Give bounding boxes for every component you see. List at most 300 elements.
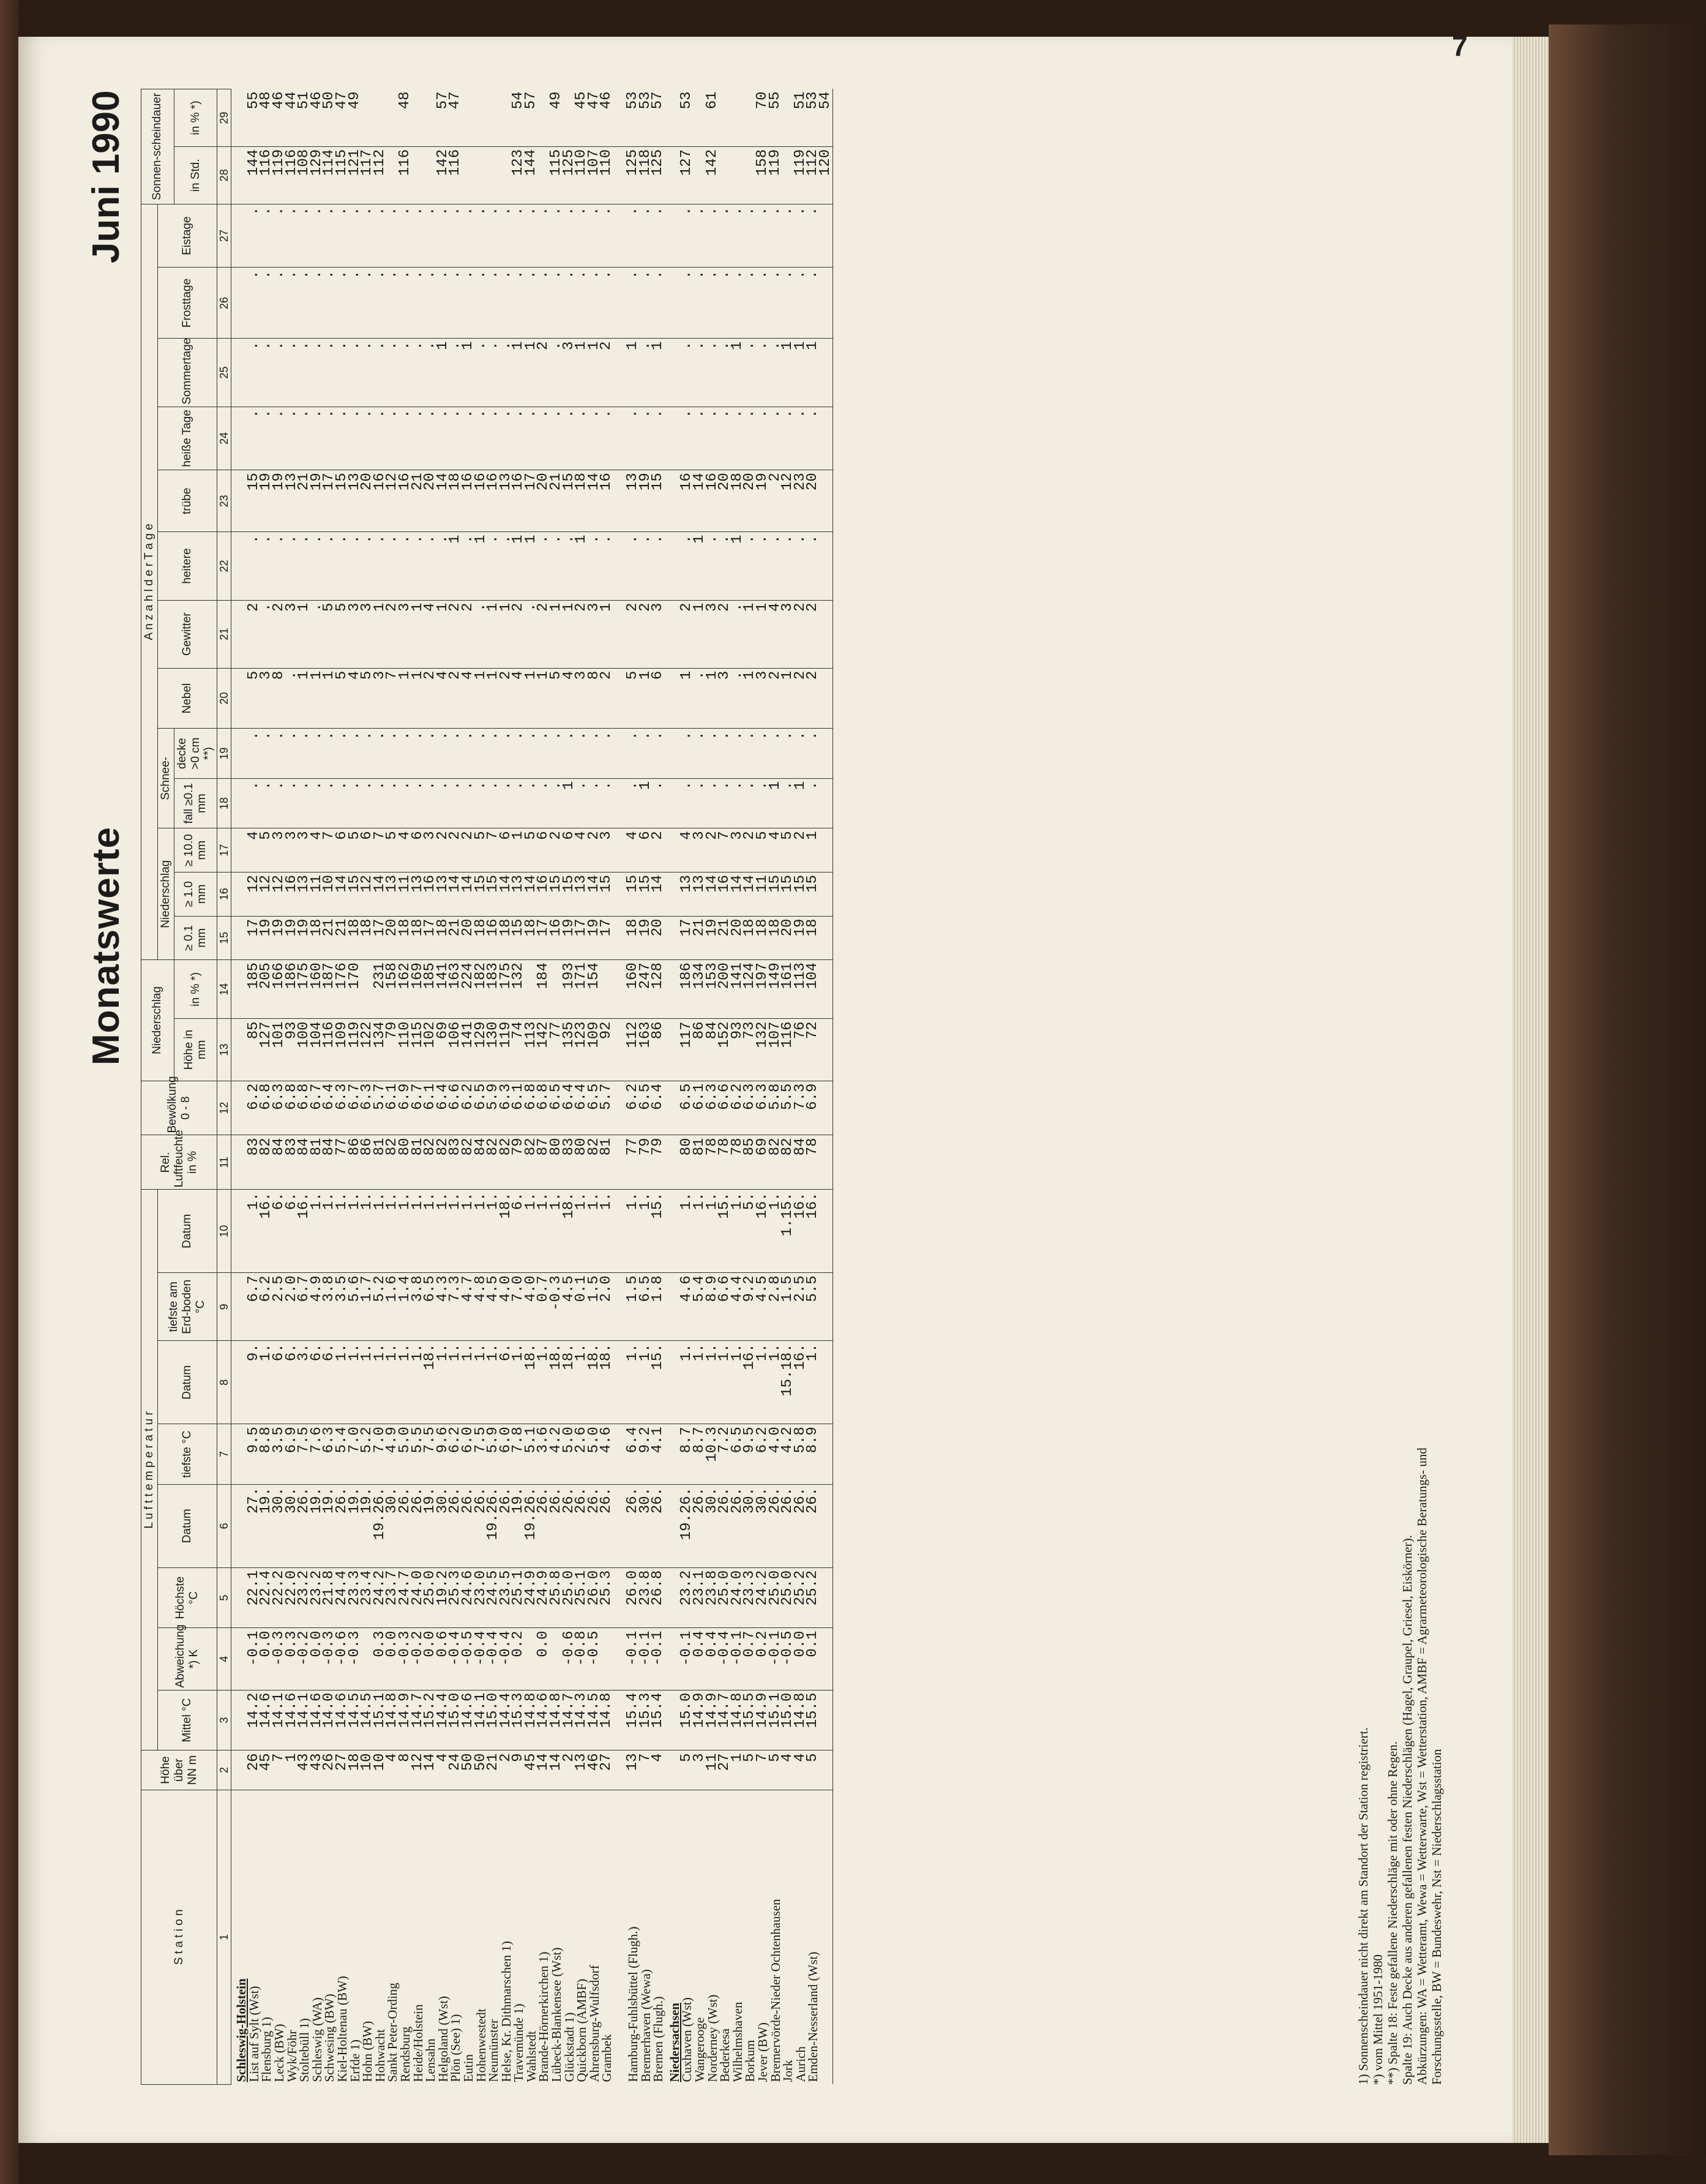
cell-col-24: . <box>399 407 412 470</box>
cell-col-17: 6 <box>640 828 653 872</box>
cell-col-5: 26.0 <box>588 1567 601 1628</box>
cell-col-19: . <box>399 729 412 778</box>
cell-col-17: 2 <box>437 828 450 872</box>
cell-col-27: . <box>782 204 795 268</box>
cell-col-17: 3 <box>600 828 613 872</box>
cell-col-25: . <box>336 339 349 407</box>
cell-col-8: 16. <box>744 1341 757 1424</box>
cell-col-12: 6.9 <box>399 1081 412 1135</box>
cell-col-9: 2.0 <box>600 1273 613 1341</box>
cell-col-12: 6.3 <box>706 1081 719 1135</box>
cell-col-12: 6.8 <box>298 1081 311 1135</box>
cell-col-29: 54 <box>512 89 525 147</box>
cell-col-17: 2 <box>795 828 807 872</box>
cell-col-21: . <box>731 600 744 668</box>
cell-col-22: . <box>487 532 500 600</box>
cell-col-27: . <box>475 204 488 268</box>
cell-col-3: 15.4 <box>652 1690 665 1751</box>
station-row <box>820 89 832 2085</box>
cell-col-13: 72 <box>807 1019 820 1081</box>
cell-col-15: 21 <box>719 916 731 960</box>
cell-col-7: 6.2 <box>449 1424 462 1485</box>
cell-col-23: 21 <box>550 470 563 532</box>
cell-col-20: . <box>731 668 744 729</box>
cell-col-12: 6.4 <box>563 1081 576 1135</box>
cell-col-14: 193 <box>563 960 576 1019</box>
cell-col-21: 1 <box>437 600 450 668</box>
cell-col-26: . <box>286 268 299 339</box>
cell-col-22: . <box>248 532 261 600</box>
cell-col-5: 25.8 <box>550 1567 563 1628</box>
cell-col-5: 24.0 <box>731 1567 744 1628</box>
cell-col-9: 5.6 <box>349 1273 362 1341</box>
cell-col-14: 187 <box>323 960 336 1019</box>
cell-col-29: 46 <box>600 89 613 147</box>
cell-col-13: 112 <box>627 1019 640 1081</box>
cell-col-17: 3 <box>424 828 437 872</box>
cell-col-13: 76 <box>795 1019 807 1081</box>
cell-col-18: . <box>298 778 311 828</box>
cell-col-6: 26. <box>769 1484 782 1567</box>
cell-col-24: . <box>706 407 719 470</box>
col-tiefste-erdboden: tiefste am Erd-boden °C <box>157 1273 217 1341</box>
station-name: Wilhelmshaven <box>730 2002 745 2082</box>
cell-col-25: . <box>487 339 500 407</box>
cell-col-10: 16. <box>298 1190 311 1273</box>
cell-col-13: 101 <box>273 1019 286 1081</box>
cell-col-29: 57 <box>437 89 450 147</box>
cell-col-27: . <box>575 204 588 268</box>
cell-col-22: . <box>500 532 513 600</box>
cell-col-25: 2 <box>600 339 613 407</box>
cell-col-5: 23.2 <box>298 1567 311 1628</box>
col-station: S t a t i o n <box>141 1790 217 2084</box>
cell-col-26: . <box>374 268 387 339</box>
cell-col-6: 19.26. <box>681 1484 694 1567</box>
cell-col-5: 24.6 <box>462 1567 475 1628</box>
cell-col-4: -0.2 <box>298 1628 311 1690</box>
cell-col-22: . <box>652 532 665 600</box>
cell-col-6: 30. <box>386 1484 399 1567</box>
cell-col-24: . <box>719 407 731 470</box>
cell-col-27: . <box>336 204 349 268</box>
cell-col-8: 3. <box>298 1341 311 1424</box>
cell-col-19: . <box>412 729 425 778</box>
cell-col-15: 21 <box>449 916 462 960</box>
cell-col-10: 16. <box>757 1190 769 1273</box>
cell-col-15: 20 <box>731 916 744 960</box>
cell-col-8: 18. <box>588 1341 601 1424</box>
cell-col-5: 23.3 <box>744 1567 757 1628</box>
cell-col-3: 14.6 <box>537 1690 550 1751</box>
station-row <box>652 89 665 2085</box>
cell-col-11: 84 <box>273 1135 286 1190</box>
cell-col-10: 1. <box>694 1190 706 1273</box>
cell-col-28: 158 <box>757 146 769 204</box>
cell-col-7: 6.0 <box>462 1424 475 1485</box>
cell-col-19: . <box>588 729 601 778</box>
cell-col-18: . <box>462 778 475 828</box>
cell-col-23: 20 <box>537 470 550 532</box>
cell-col-7: 7.2 <box>719 1424 731 1485</box>
cell-col-6: 30. <box>706 1484 719 1567</box>
cell-col-11: 78 <box>731 1135 744 1190</box>
cell-col-10: 1. <box>575 1190 588 1273</box>
cell-col-26: . <box>795 268 807 339</box>
cell-col-20: 4 <box>462 668 475 729</box>
cell-col-9: 1.4 <box>399 1273 412 1341</box>
cell-col-4: -0.1 <box>627 1628 640 1690</box>
cell-col-19: . <box>298 729 311 778</box>
cell-col-19: . <box>795 729 807 778</box>
cell-col-6: 19. <box>424 1484 437 1567</box>
cell-col-2: 46 <box>588 1751 601 1790</box>
cell-col-26: . <box>769 268 782 339</box>
cell-col-8: 9. <box>248 1341 261 1424</box>
cell-col-26: . <box>437 268 450 339</box>
cell-col-29: 70 <box>757 89 769 147</box>
cell-col-23: 18 <box>731 470 744 532</box>
cell-col-29: 54 <box>820 89 832 147</box>
cell-col-19: . <box>769 729 782 778</box>
col-heitere: heitere <box>157 532 217 600</box>
cell-col-22: . <box>323 532 336 600</box>
cell-col-14: 128 <box>652 960 665 1019</box>
cell-col-22: . <box>462 532 475 600</box>
cell-col-13: 123 <box>575 1019 588 1081</box>
cell-col-14: 113 <box>795 960 807 1019</box>
cell-col-11: 78 <box>719 1135 731 1190</box>
cell-col-11: 82 <box>424 1135 437 1190</box>
cell-col-9: 4.3 <box>437 1273 450 1341</box>
station-name: Borkum <box>743 2040 758 2082</box>
cell-col-11: 82 <box>386 1135 399 1190</box>
cell-col-23: 14 <box>694 470 706 532</box>
column-number: 12 <box>217 1081 231 1135</box>
cell-col-15: 18 <box>361 916 374 960</box>
cell-col-5: 24.5 <box>487 1567 500 1628</box>
cell-col-28: 118 <box>640 146 653 204</box>
cell-col-3: 14.4 <box>500 1690 513 1751</box>
cell-col-12: 6.3 <box>744 1081 757 1135</box>
cell-col-2: 27 <box>719 1751 731 1790</box>
cell-col-4: 0.7 <box>744 1628 757 1690</box>
cell-col-5: 25.1 <box>512 1567 525 1628</box>
cell-col-23: 15 <box>563 470 576 532</box>
cell-col-28: 115 <box>550 146 563 204</box>
station-name: Hamburg-Fuhlsbüttel (Flugh.) <box>626 1926 641 2082</box>
station-name: Wahlstedt <box>523 2031 539 2082</box>
column-number: 21 <box>217 600 231 668</box>
cell-col-16: 14 <box>500 872 513 916</box>
cell-col-16: 11 <box>311 872 324 916</box>
cell-col-12: 6.3 <box>361 1081 374 1135</box>
cell-col-21: 3 <box>399 600 412 668</box>
cell-col-3: 15.0 <box>782 1690 795 1751</box>
cell-col-21: 1 <box>744 600 757 668</box>
cell-col-18: . <box>361 778 374 828</box>
cell-col-2 <box>820 1751 832 1790</box>
cell-col-12: 6.5 <box>475 1081 488 1135</box>
cell-col-19: . <box>807 729 820 778</box>
cell-col-10: 6. <box>273 1190 286 1273</box>
cell-col-5: 24.2 <box>757 1567 769 1628</box>
cell-col-2: 26 <box>323 1751 336 1790</box>
cell-col-21: 1 <box>757 600 769 668</box>
cell-col-23: 20 <box>361 470 374 532</box>
cell-col-14: 169 <box>412 960 425 1019</box>
cell-col-22: 1 <box>731 532 744 600</box>
cell-col-20: 7 <box>386 668 399 729</box>
cell-col-16: 16 <box>286 872 299 916</box>
station-name: Hohn (BW) <box>360 2021 375 2082</box>
cell-col-20: 1 <box>681 668 694 729</box>
cell-col-6: 26. <box>694 1484 706 1567</box>
cell-col-11: 81 <box>374 1135 387 1190</box>
cell-col-13: 106 <box>449 1019 462 1081</box>
cell-col-24: . <box>424 407 437 470</box>
column-number-row <box>217 89 231 2085</box>
station-name: Schleswig (WA) <box>309 1997 324 2082</box>
cell-col-28: 125 <box>627 146 640 204</box>
cell-col-10: 1. <box>399 1190 412 1273</box>
cell-col-20: 2 <box>424 668 437 729</box>
cell-col-10: 6. <box>286 1190 299 1273</box>
cell-col-13: 109 <box>336 1019 349 1081</box>
cell-col-28: 121 <box>349 146 362 204</box>
cell-col-22: . <box>627 532 640 600</box>
cell-col-13: 85 <box>248 1019 261 1081</box>
cell-col-26: . <box>512 268 525 339</box>
cell-col-19: . <box>627 729 640 778</box>
cell-col-20: 1 <box>525 668 538 729</box>
cell-col-10: 1. <box>323 1190 336 1273</box>
cell-col-16: 15 <box>475 872 488 916</box>
cell-col-23: 18 <box>449 470 462 532</box>
cell-col-25: . <box>640 339 653 407</box>
cell-col-16: 14 <box>462 872 475 916</box>
cell-col-12: 6.4 <box>652 1081 665 1135</box>
cell-col-14: 154 <box>588 960 601 1019</box>
cell-col-16: 14 <box>706 872 719 916</box>
cell-col-8: 1. <box>437 1341 450 1424</box>
cell-col-13: 116 <box>323 1019 336 1081</box>
cell-col-5: 25.0 <box>563 1567 576 1628</box>
cell-col-13: 79 <box>386 1019 399 1081</box>
cell-col-25: . <box>311 339 324 407</box>
cell-col-24: . <box>627 407 640 470</box>
cell-col-10: 6. <box>512 1190 525 1273</box>
cell-col-24: . <box>600 407 613 470</box>
cell-col-7: 6.0 <box>500 1424 513 1485</box>
cell-col-12: 6.4 <box>575 1081 588 1135</box>
cell-col-10: 1. <box>487 1190 500 1273</box>
cell-col-29: 49 <box>550 89 563 147</box>
cell-col-20: 8 <box>588 668 601 729</box>
cell-col-19: . <box>286 729 299 778</box>
cell-col-20: 4 <box>512 668 525 729</box>
col-nebel: Nebel <box>157 668 217 729</box>
cell-col-9: 6.7 <box>298 1273 311 1341</box>
cell-col-16: 14 <box>336 872 349 916</box>
cell-col-2: 18 <box>349 1751 362 1790</box>
cell-col-14 <box>820 960 832 1019</box>
cell-col-24: . <box>311 407 324 470</box>
cell-col-24: . <box>537 407 550 470</box>
cell-col-28: 112 <box>374 146 387 204</box>
cell-col-18: 1 <box>795 778 807 828</box>
cell-col-12: 6.3 <box>336 1081 349 1135</box>
cell-col-4: 0.0 <box>260 1628 273 1690</box>
cell-col-18: . <box>286 778 299 828</box>
cell-col-2: 26 <box>248 1751 261 1790</box>
column-number: 16 <box>217 872 231 916</box>
cell-col-12: 6.5 <box>640 1081 653 1135</box>
cell-col-11: 82 <box>500 1135 513 1190</box>
cell-col-23: 13 <box>627 470 640 532</box>
cell-col-8: 15. <box>652 1341 665 1424</box>
cell-col-10: 15. <box>652 1190 665 1273</box>
cell-col-19: . <box>575 729 588 778</box>
cell-col-4: 0.6 <box>437 1628 450 1690</box>
cell-col-4: 0.2 <box>757 1628 769 1690</box>
cell-col-12: 5.9 <box>487 1081 500 1135</box>
cell-col-16 <box>820 872 832 916</box>
cell-col-25: . <box>706 339 719 407</box>
cell-col-16: 13 <box>412 872 425 916</box>
cell-col-5: 23.3 <box>349 1567 362 1628</box>
cell-col-23: 16 <box>600 470 613 532</box>
cell-col-9: 5.2 <box>374 1273 387 1341</box>
cell-col-25: . <box>681 339 694 407</box>
cell-col-9: 6.5 <box>640 1273 653 1341</box>
cell-col-11: 83 <box>286 1135 299 1190</box>
cell-col-13: 86 <box>652 1019 665 1081</box>
cell-col-3: 15.1 <box>374 1690 387 1751</box>
cell-col-17: 3 <box>731 828 744 872</box>
cell-col-12: 6.2 <box>248 1081 261 1135</box>
cell-col-7: 5.0 <box>399 1424 412 1485</box>
cell-col-15: 17 <box>248 916 261 960</box>
cell-col-4: 0.0 <box>386 1628 399 1690</box>
cell-col-26: . <box>537 268 550 339</box>
cell-col-12: 6.7 <box>412 1081 425 1135</box>
cell-col-27: . <box>273 204 286 268</box>
cell-col-26: . <box>424 268 437 339</box>
cell-col-6: 26. <box>575 1484 588 1567</box>
cell-col-23: 15 <box>652 470 665 532</box>
cell-col-6: 26. <box>298 1484 311 1567</box>
cell-col-3: 14.1 <box>298 1690 311 1751</box>
cell-col-15: 19 <box>286 916 299 960</box>
cell-col-18: . <box>386 778 399 828</box>
cell-col-20: 5 <box>361 668 374 729</box>
cell-col-20: 8 <box>273 668 286 729</box>
cell-col-19: . <box>782 729 795 778</box>
cell-col-12: 6.8 <box>286 1081 299 1135</box>
cell-col-8: 1. <box>627 1341 640 1424</box>
cell-col-24: . <box>374 407 387 470</box>
cell-col-7: 5.5 <box>412 1424 425 1485</box>
col-ge100: ≥ 10.0 mm <box>174 828 217 872</box>
cell-col-23: 21 <box>298 470 311 532</box>
cell-col-10: 15. <box>719 1190 731 1273</box>
cell-col-10: 1. <box>361 1190 374 1273</box>
cell-col-19: . <box>537 729 550 778</box>
cell-col-23: 16 <box>462 470 475 532</box>
cell-col-10: 18. <box>500 1190 513 1273</box>
cell-col-4: -0.5 <box>462 1628 475 1690</box>
cell-col-4: -0.1 <box>248 1628 261 1690</box>
cell-col-24: . <box>298 407 311 470</box>
cell-col-19: . <box>563 729 576 778</box>
cell-col-24: . <box>349 407 362 470</box>
cell-col-6: 26. <box>600 1484 613 1567</box>
cell-col-11: 81 <box>412 1135 425 1190</box>
cell-col-5: 24.4 <box>336 1567 349 1628</box>
cell-col-17: 3 <box>286 828 299 872</box>
cell-col-26: . <box>323 268 336 339</box>
cell-col-25: . <box>286 339 299 407</box>
cell-col-2: 14 <box>424 1751 437 1790</box>
cell-col-10: 1. <box>525 1190 538 1273</box>
station-row <box>807 89 820 2085</box>
cell-col-21: 1 <box>500 600 513 668</box>
cell-col-15: 20 <box>782 916 795 960</box>
cell-col-17: 6 <box>500 828 513 872</box>
cell-col-21: 3 <box>652 600 665 668</box>
cell-col-15: 18 <box>399 916 412 960</box>
cell-col-20: 4 <box>437 668 450 729</box>
cell-col-2: 12 <box>412 1751 425 1790</box>
cell-col-15: 19 <box>795 916 807 960</box>
cell-col-4: -0.1 <box>652 1628 665 1690</box>
cell-col-3: 14.5 <box>349 1690 362 1751</box>
cell-col-26: . <box>731 268 744 339</box>
cell-col-10: 1. <box>769 1190 782 1273</box>
station-name <box>820 1790 832 2084</box>
cell-col-9: 7.0 <box>512 1273 525 1341</box>
footnote-line: **) Spalte 18: Feste gefallene Niederschläge mit oder ohne Regen. <box>1385 1741 1400 2085</box>
cell-col-8: 6. <box>311 1341 324 1424</box>
cell-col-25: . <box>386 339 399 407</box>
cell-col-19: . <box>349 729 362 778</box>
cell-col-27: . <box>399 204 412 268</box>
cell-col-19: . <box>449 729 462 778</box>
cell-col-2: 8 <box>399 1751 412 1790</box>
cell-col-9: 6.5 <box>424 1273 437 1341</box>
cell-col-6: 26. <box>550 1484 563 1567</box>
cell-col-15: 19 <box>298 916 311 960</box>
footnote-line: 1) Sonnenscheindauer nicht direkt am Standort der Station registriert. <box>1356 1727 1371 2085</box>
cell-col-24: . <box>336 407 349 470</box>
cell-col-17: 7 <box>719 828 731 872</box>
cell-col-22: . <box>807 532 820 600</box>
station-name: Stoltebüll 1) <box>297 2018 312 2082</box>
station-name: Glückstadt 1) <box>561 2012 577 2082</box>
cell-col-3: 14.9 <box>694 1690 706 1751</box>
col-gewitter: Gewitter <box>157 600 217 668</box>
cell-col-2: 27 <box>600 1751 613 1790</box>
cell-col-4: -0.4 <box>449 1628 462 1690</box>
cell-col-8: 1. <box>487 1341 500 1424</box>
cell-col-24: . <box>681 407 694 470</box>
cell-col-3: 14.6 <box>462 1690 475 1751</box>
cell-col-25: . <box>349 339 362 407</box>
cell-col-14: 247 <box>640 960 653 1019</box>
cell-col-17: 5 <box>782 828 795 872</box>
cell-col-10: 16. <box>807 1190 820 1273</box>
